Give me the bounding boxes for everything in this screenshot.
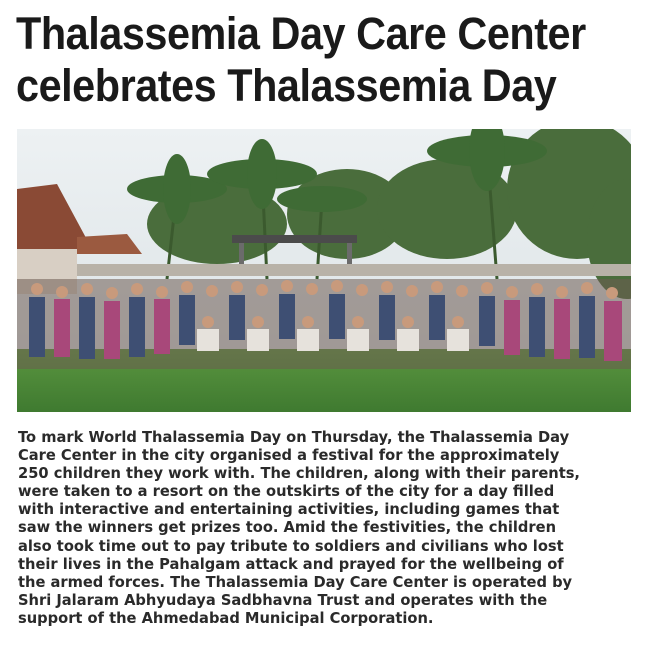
body-line: also took time out to pay tribute to soldiers and civilians who lost xyxy=(18,536,564,555)
headline-line: Thalassemia Day Care Center xyxy=(16,8,586,59)
body-line: To mark World Thalassemia Day on Thursday, the Thalassemia Day xyxy=(18,428,570,446)
article-body xyxy=(18,428,616,627)
body-line: their lives in the Pahalgam attack and prayed for the wellbeing of xyxy=(18,554,564,573)
body-line: support of the Ahmedabad Municipal Corporation. xyxy=(18,608,434,627)
group-photo xyxy=(17,129,631,412)
group-photo-illustration xyxy=(17,129,631,412)
body-line: 250 children they work with. The children, along with their parents, xyxy=(18,464,580,483)
body-line: were taken to a resort on the outskirts of the city for a day filled xyxy=(18,482,555,501)
fence xyxy=(77,264,631,276)
crowd xyxy=(17,279,631,369)
body-line: with interactive and entertaining activities, including games that xyxy=(18,500,560,519)
body-line: Care Center in the city organised a festival for the approximately xyxy=(18,446,560,465)
headline xyxy=(16,8,586,112)
body-line: saw the winners get prizes too. Amid the festivities, the children xyxy=(18,518,557,537)
body-line: Shri Jalaram Abhyudaya Sadbhavna Trust and operates with the xyxy=(18,590,548,609)
headline-line: celebrates Thalassemia Day xyxy=(16,60,557,111)
body-line: the armed forces. The Thalassemia Day Care Center is operated by xyxy=(18,572,573,591)
